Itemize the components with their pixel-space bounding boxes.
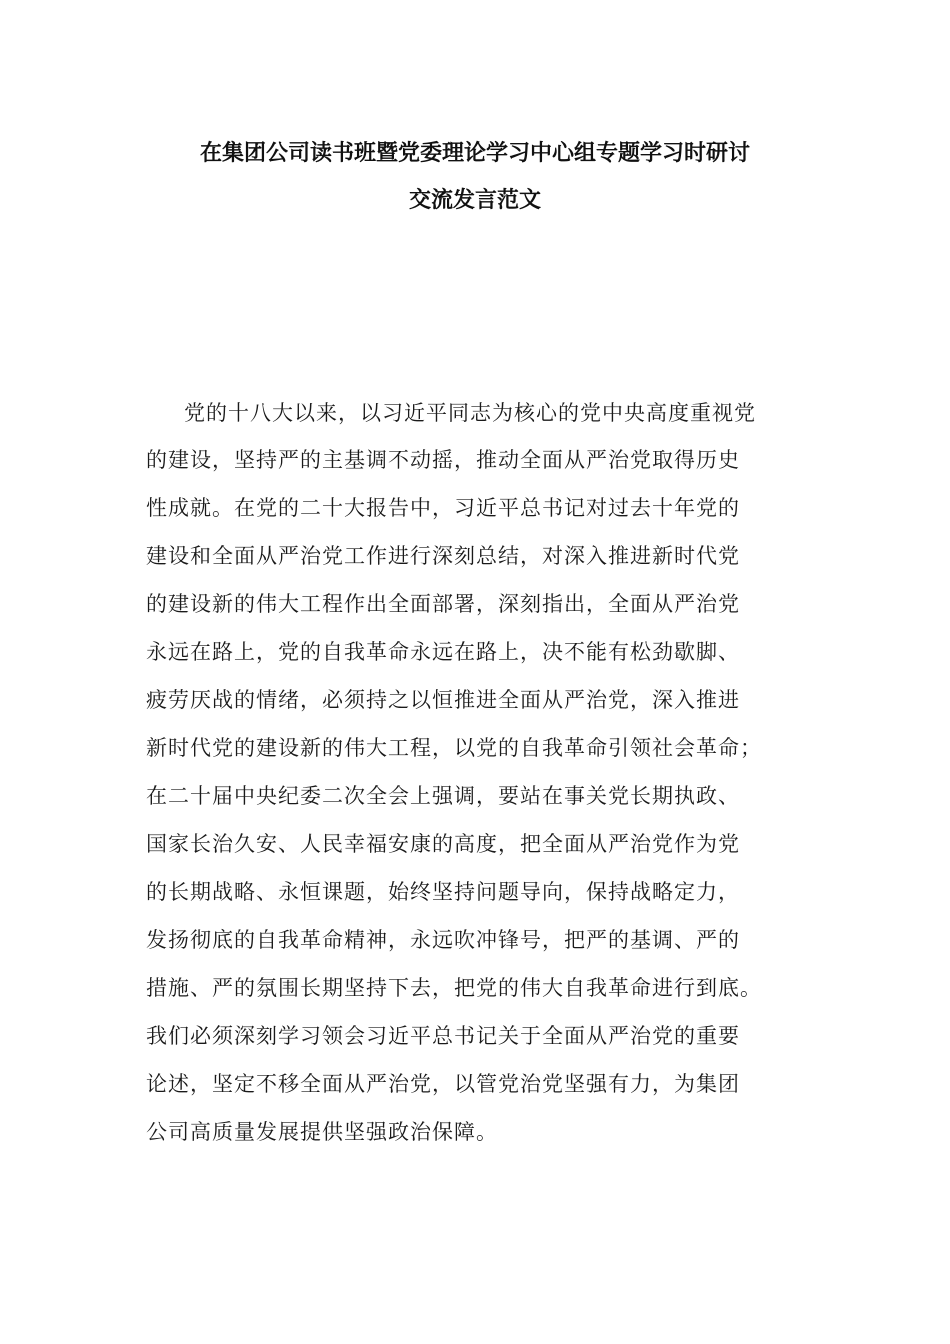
paragraph-line-7: 疲劳厌战的情绪，必须持之以恒推进全面从严治党，深入推进 [146,688,740,712]
paragraph-line-12: 发扬彻底的自我革命精神，永远吹冲锋号，把严的基调、严的 [146,928,740,952]
paragraph-line-16: 公司高质量发展提供坚强政治保障。 [146,1120,498,1144]
paragraph-line-3: 性成就。在党的二十大报告中，习近平总书记对过去十年党的 [146,496,740,520]
paragraph-line-2: 的建设，坚持严的主基调不动摇，推动全面从严治党取得历史 [146,448,740,472]
paragraph-line-13: 措施、严的氛围长期坚持下去，把党的伟大自我革命进行到底。 [146,976,762,1000]
paragraph-line-6: 永远在路上，党的自我革命永远在路上，决不能有松劲歇脚、 [146,640,740,664]
paragraph-line-9: 在二十届中央纪委二次全会上强调，要站在事关党长期执政、 [146,784,740,808]
paragraph-line-8: 新时代党的建设新的伟大工程，以党的自我革命引领社会革命； [146,736,762,760]
paragraph-line-10: 国家长治久安、人民幸福安康的高度，把全面从严治党作为党 [146,832,740,856]
paragraph-line-4: 建设和全面从严治党工作进行深刻总结，对深入推进新时代党 [146,544,740,568]
paragraph-line-1: 党的十八大以来，以习近平同志为核心的党中央高度重视党 [184,401,756,425]
paragraph-line-11: 的长期战略、永恒课题，始终坚持问题导向，保持战略定力， [146,880,740,904]
paragraph-line-14: 我们必须深刻学习领会习近平总书记关于全面从严治党的重要 [146,1024,740,1048]
document-title-line-1: 在集团公司读书班暨党委理论学习中心组专题学习时研讨 [199,141,750,166]
document-title-line-2: 交流发言范文 [408,188,541,213]
paragraph-line-15: 论述，坚定不移全面从严治党，以管党治党坚强有力，为集团 [146,1072,740,1096]
paragraph-line-5: 的建设新的伟大工程作出全面部署，深刻指出，全面从严治党 [146,592,740,616]
